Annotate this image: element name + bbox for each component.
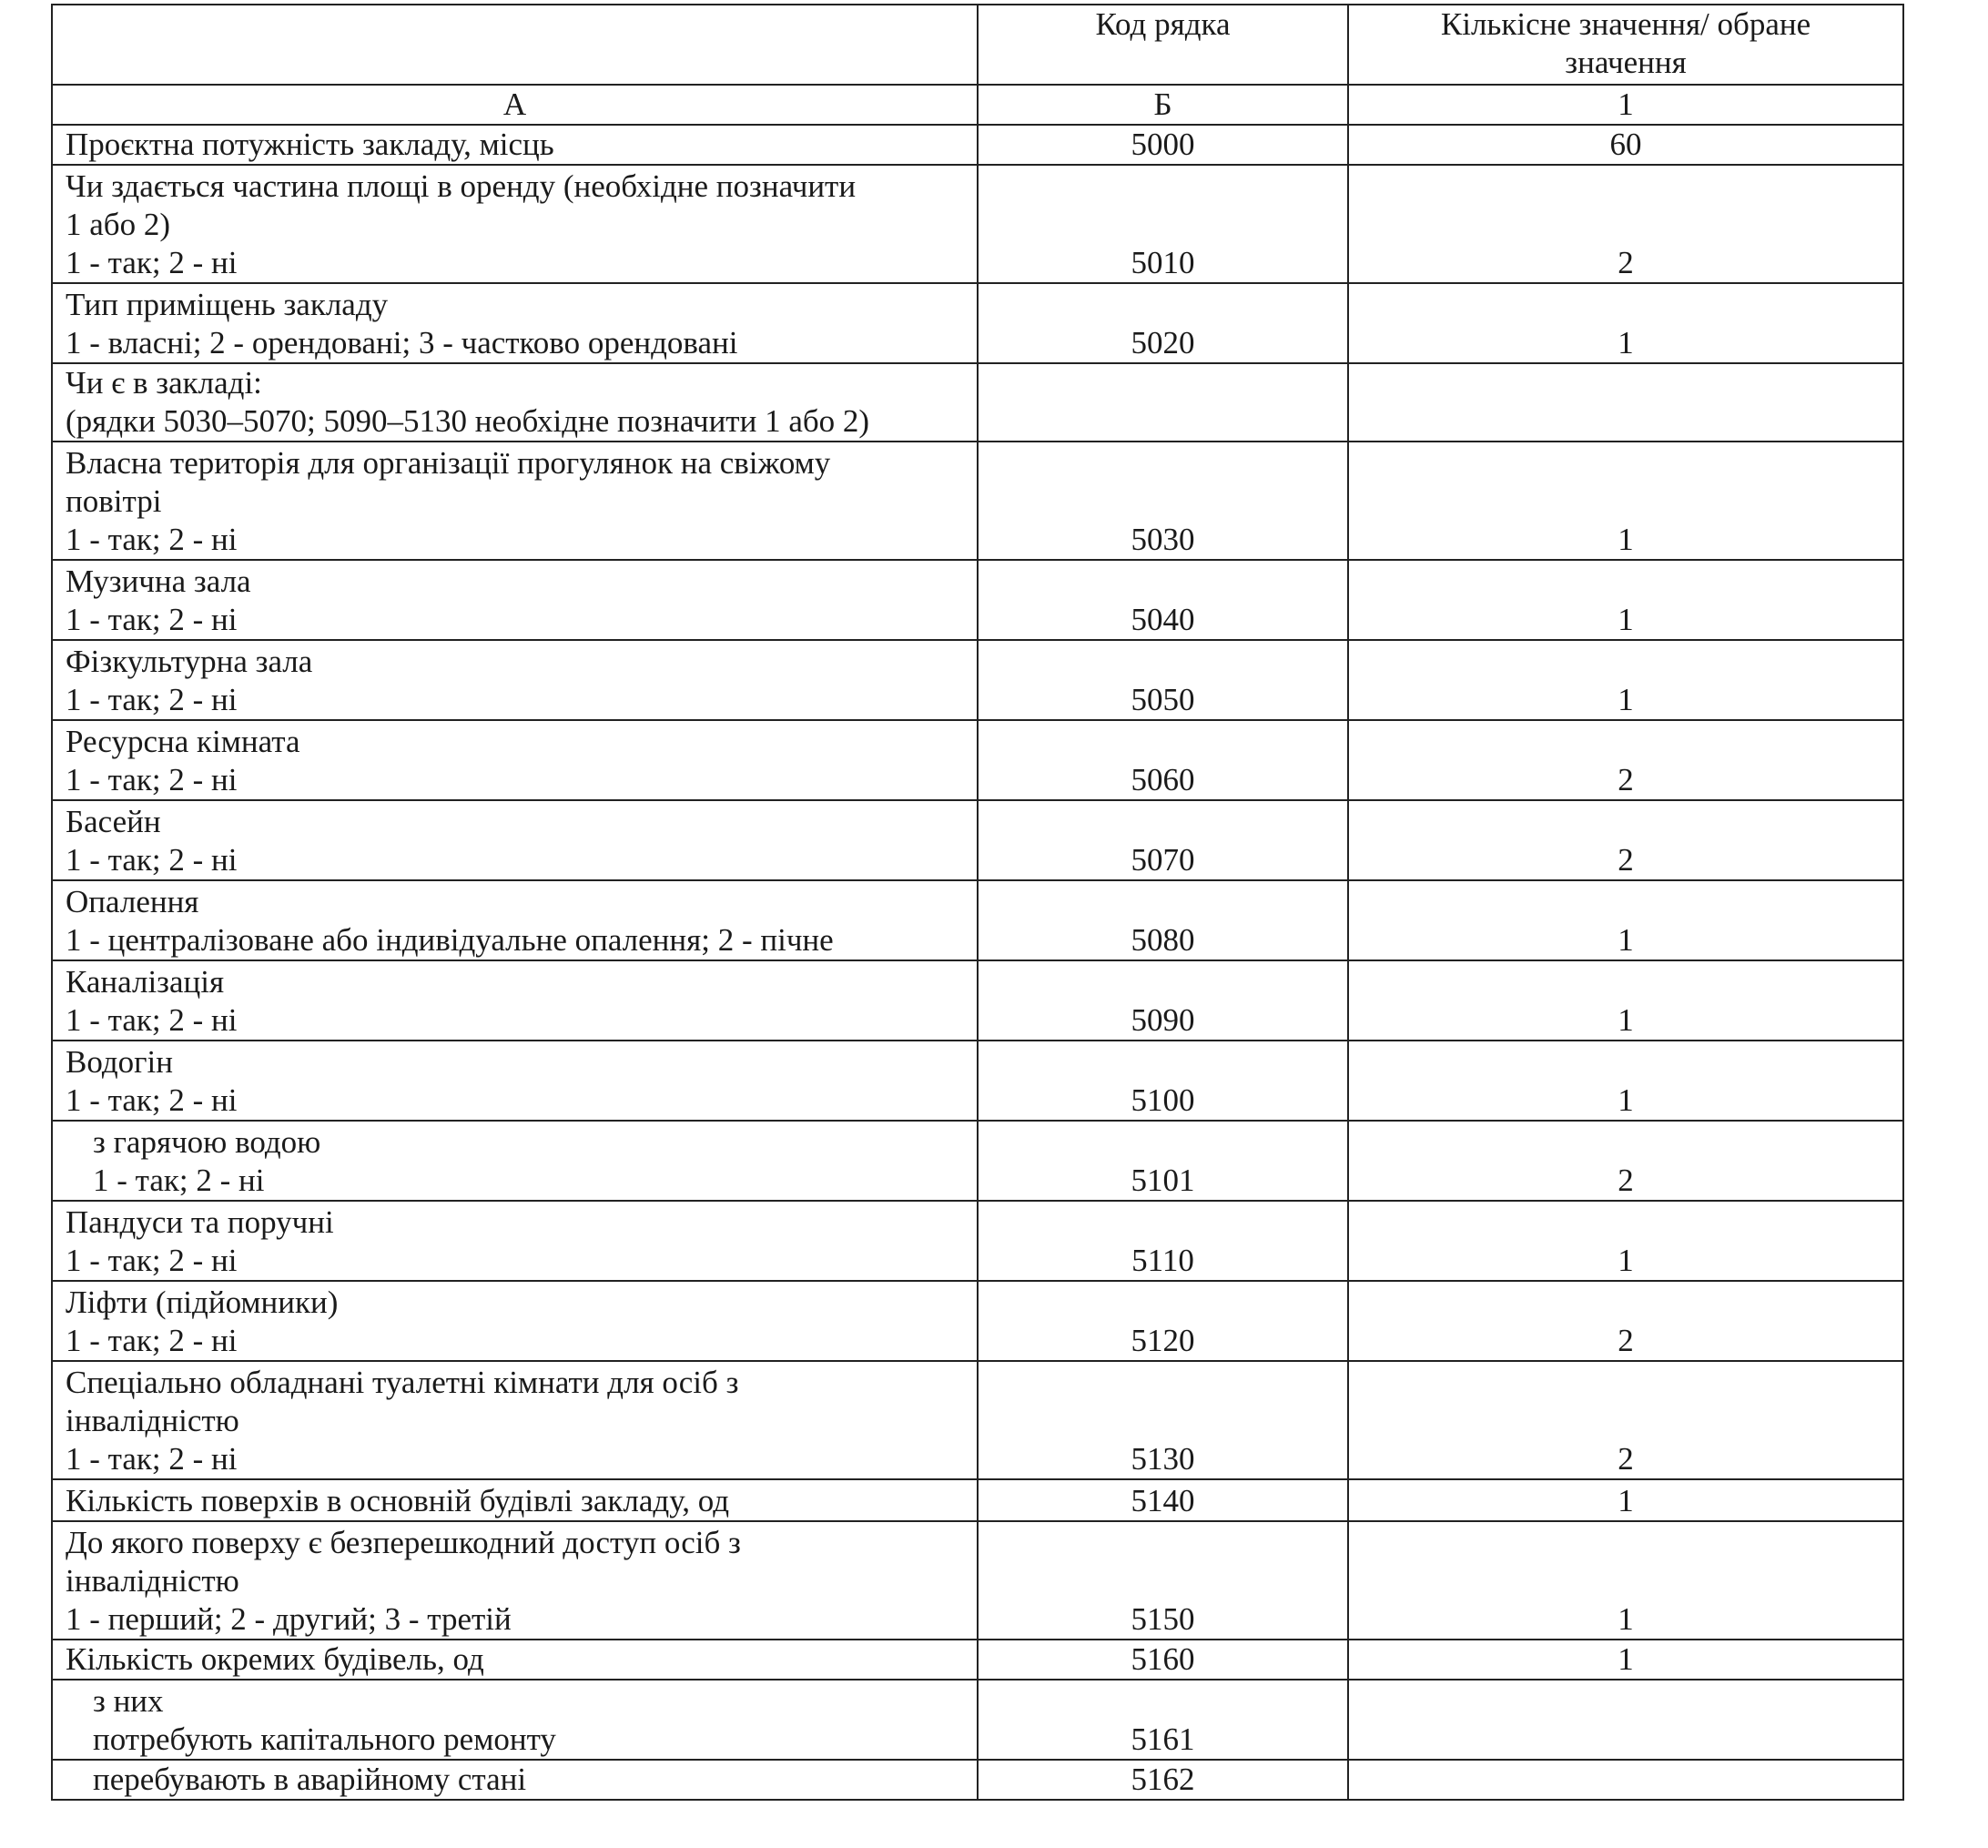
row-label: Власна територія для організації прогулянок на свіжому повітрі 1 - так; 2 - ні bbox=[52, 442, 978, 560]
row-value: 1 bbox=[1348, 560, 1903, 640]
row-code: 5070 bbox=[978, 800, 1348, 880]
table-row bbox=[52, 800, 1903, 880]
row-label: Музична зала 1 - так; 2 - ні bbox=[52, 560, 978, 640]
table-row bbox=[52, 165, 1903, 283]
row-code: 5010 bbox=[978, 165, 1348, 283]
row-label: Проєктна потужність закладу, місць bbox=[52, 125, 978, 165]
table-row bbox=[52, 283, 1903, 363]
row-code: 5060 bbox=[978, 720, 1348, 800]
row-label: Чи здається частина площі в оренду (необхідне позначити 1 або 2) 1 - так; 2 - ні bbox=[52, 165, 978, 283]
row-code: 5130 bbox=[978, 1361, 1348, 1479]
table-row bbox=[52, 363, 1903, 442]
facility-report-table bbox=[51, 4, 1904, 1801]
table-row bbox=[52, 1281, 1903, 1361]
row-code: 5161 bbox=[978, 1680, 1348, 1760]
table-row bbox=[52, 1361, 1903, 1479]
header-col-code: Код рядка bbox=[978, 5, 1348, 85]
row-label: Каналізація 1 - так; 2 - ні bbox=[52, 960, 978, 1041]
row-value: 60 bbox=[1348, 125, 1903, 165]
row-code: 5080 bbox=[978, 880, 1348, 960]
row-value: 1 bbox=[1348, 1479, 1903, 1521]
row-label: До якого поверху є безперешкодний доступ осіб з інвалідністю 1 - перший; 2 - другий; 3 - третій bbox=[52, 1521, 978, 1640]
row-label: з них потребують капітального ремонту bbox=[52, 1680, 978, 1760]
row-label: Спеціально обладнані туалетні кімнати для осіб з інвалідністю 1 - так; 2 - ні bbox=[52, 1361, 978, 1479]
row-label: Пандуси та поручні 1 - так; 2 - ні bbox=[52, 1201, 978, 1281]
table-row bbox=[52, 442, 1903, 560]
row-code: 5100 bbox=[978, 1041, 1348, 1121]
row-label: Кількість поверхів в основній будівлі закладу, од bbox=[52, 1479, 978, 1521]
table-row bbox=[52, 1121, 1903, 1201]
row-value: 2 bbox=[1348, 165, 1903, 283]
row-value bbox=[1348, 1760, 1903, 1800]
row-label: Фізкультурна зала 1 - так; 2 - ні bbox=[52, 640, 978, 720]
table-row bbox=[52, 720, 1903, 800]
column-letters-row bbox=[52, 85, 1903, 125]
row-value bbox=[1348, 363, 1903, 442]
row-value: 1 bbox=[1348, 1041, 1903, 1121]
table-row bbox=[52, 1479, 1903, 1521]
row-value bbox=[1348, 1680, 1903, 1760]
table-row bbox=[52, 560, 1903, 640]
row-value: 1 bbox=[1348, 640, 1903, 720]
header-col-a bbox=[52, 5, 978, 85]
row-value: 2 bbox=[1348, 1121, 1903, 1201]
row-code: 5140 bbox=[978, 1479, 1348, 1521]
row-code: 5150 bbox=[978, 1521, 1348, 1640]
row-code: 5050 bbox=[978, 640, 1348, 720]
row-label: перебувають в аварійному стані bbox=[52, 1760, 978, 1800]
row-value: 1 bbox=[1348, 1521, 1903, 1640]
row-value: 2 bbox=[1348, 1361, 1903, 1479]
row-label: Ліфти (підйомники) 1 - так; 2 - ні bbox=[52, 1281, 978, 1361]
row-code: 5040 bbox=[978, 560, 1348, 640]
table-row bbox=[52, 1041, 1903, 1121]
row-value: 1 bbox=[1348, 1640, 1903, 1680]
row-value: 1 bbox=[1348, 880, 1903, 960]
table-row bbox=[52, 1680, 1903, 1760]
row-label: Водогін 1 - так; 2 - ні bbox=[52, 1041, 978, 1121]
row-value: 2 bbox=[1348, 720, 1903, 800]
row-value: 1 bbox=[1348, 960, 1903, 1041]
row-code: 5160 bbox=[978, 1640, 1348, 1680]
table-row bbox=[52, 1640, 1903, 1680]
row-code: 5090 bbox=[978, 960, 1348, 1041]
table-row bbox=[52, 880, 1903, 960]
row-label: Ресурсна кімната 1 - так; 2 - ні bbox=[52, 720, 978, 800]
letter-col-b: Б bbox=[978, 85, 1348, 125]
row-value: 1 bbox=[1348, 283, 1903, 363]
letter-col-c: 1 bbox=[1348, 85, 1903, 125]
table-row bbox=[52, 1760, 1903, 1800]
table-row bbox=[52, 640, 1903, 720]
row-label: Кількість окремих будівель, од bbox=[52, 1640, 978, 1680]
row-label: Чи є в закладі: (рядки 5030–5070; 5090–5130 необхідне позначити 1 або 2) bbox=[52, 363, 978, 442]
row-code: 5000 bbox=[978, 125, 1348, 165]
row-code bbox=[978, 363, 1348, 442]
row-code: 5020 bbox=[978, 283, 1348, 363]
row-value: 1 bbox=[1348, 1201, 1903, 1281]
row-value: 2 bbox=[1348, 1281, 1903, 1361]
table-row bbox=[52, 1201, 1903, 1281]
row-value: 2 bbox=[1348, 800, 1903, 880]
row-code: 5120 bbox=[978, 1281, 1348, 1361]
row-label: Басейн 1 - так; 2 - ні bbox=[52, 800, 978, 880]
row-code: 5110 bbox=[978, 1201, 1348, 1281]
row-code: 5030 bbox=[978, 442, 1348, 560]
row-code: 5162 bbox=[978, 1760, 1348, 1800]
row-value: 1 bbox=[1348, 442, 1903, 560]
row-label: Тип приміщень закладу 1 - власні; 2 - орендовані; 3 - частково орендовані bbox=[52, 283, 978, 363]
table-row bbox=[52, 960, 1903, 1041]
table-header-row bbox=[52, 5, 1903, 85]
row-label: з гарячою водою 1 - так; 2 - ні bbox=[52, 1121, 978, 1201]
row-code: 5101 bbox=[978, 1121, 1348, 1201]
header-col-value: Кількісне значення/ обране значення bbox=[1348, 5, 1903, 85]
row-label: Опалення 1 - централізоване або індивідуальне опалення; 2 - пічне bbox=[52, 880, 978, 960]
table-row bbox=[52, 125, 1903, 165]
table-row bbox=[52, 1521, 1903, 1640]
letter-col-a: А bbox=[52, 85, 978, 125]
